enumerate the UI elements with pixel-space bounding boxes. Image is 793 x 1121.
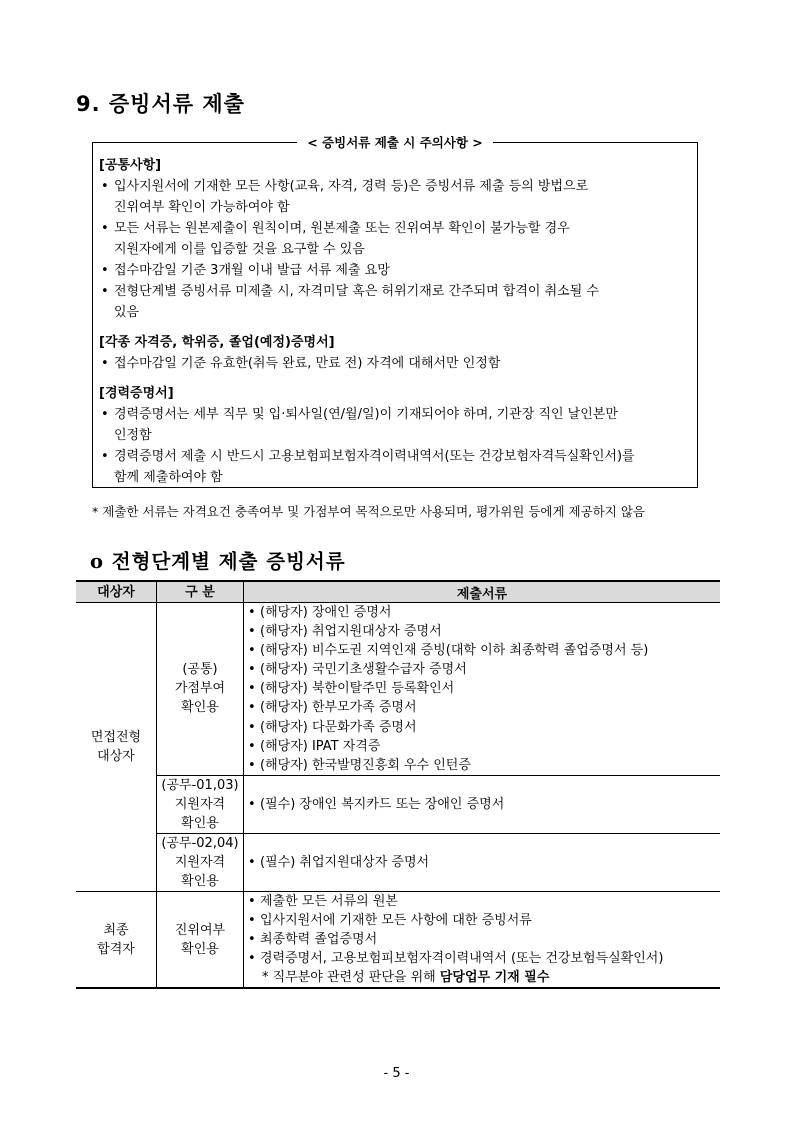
table-row <box>76 775 720 833</box>
document-item: • 경력증명서, 고용보험피보험자격이력내역서 (또는 건강보험득실확인서) <box>247 949 720 968</box>
section-title: 9. 증빙서류 제출 <box>76 92 245 116</box>
document-item: • (해당자) 북한이탈주민 등록확인서 <box>247 679 720 698</box>
table-header-row <box>76 581 720 603</box>
documents-cell <box>244 891 721 988</box>
notice-item: • 접수마감일 기준 3개월 이내 발급 서류 제출 요망 <box>99 260 691 281</box>
document-item: • 제출한 모든 서류의 원본 <box>247 892 720 911</box>
documents-cell <box>244 775 721 833</box>
notice-box <box>92 135 698 488</box>
notice-title: < 증빙서류 제출 시 주의사항 > <box>93 134 697 151</box>
footnote: * 제출한 서류는 자격요건 충족여부 및 가점부여 목적으로만 사용되며, 평가위원 등에게 제공하지 않음 <box>92 504 645 519</box>
notice-group-heading: [각종 자격증, 학위증, 졸업(예정)증명서] <box>99 335 335 350</box>
document-note-emphasis: 담당업무 기재 필수 <box>439 970 550 986</box>
table-row <box>76 833 720 891</box>
documents-cell <box>244 833 721 891</box>
notice-item: • 경력증명서 제출 시 반드시 고용보험피보험자격이력내역서(또는 건강보험자격득실확인서)를 함께 제출하여야 함 <box>99 446 691 488</box>
notice-group-heading: [공통사항] <box>99 158 162 173</box>
page-number: - 5 - <box>383 1066 410 1081</box>
document-item: • (해당자) 취업지원대상자 증명서 <box>247 622 720 641</box>
documents-table <box>76 580 720 989</box>
document-item: • (필수) 취업지원대상자 증명서 <box>247 853 720 872</box>
header-category: 구 분 <box>157 581 244 603</box>
header-documents: 제출서류 <box>244 581 721 603</box>
documents-cell <box>244 603 721 776</box>
document-item: • (해당자) 비수도권 지역인재 증빙(대학 이하 최종학력 졸업증명서 등) <box>247 641 720 660</box>
header-target: 대상자 <box>76 581 157 603</box>
notice-group-heading: [경력증명서] <box>99 386 174 401</box>
notice-item: • 입사지원서에 기재한 모든 사항(교육, 자격, 경력 등)은 증빙서류 제출 등의 방법으로 진위여부 확인이 가능하여야 함 <box>99 176 691 218</box>
document-item: • (해당자) 한부모가족 증명서 <box>247 698 720 717</box>
notice-item: • 모든 서류는 원본제출이 원칙이며, 원본제출 또는 진위여부 확인이 불가능할 경우 지원자에게 이를 입증할 것을 요구할 수 있음 <box>99 218 691 260</box>
document-item: • (해당자) 장애인 증명서 <box>247 603 720 622</box>
document-note: * 직무분야 관련성 판단을 위해 담당업무 기재 필수 <box>262 970 550 986</box>
notice-item: • 접수마감일 기준 유효한(취득 완료, 만료 전) 자격에 대해서만 인정함 <box>99 353 691 374</box>
notice-item: • 전형단계별 증빙서류 미제출 시, 자격미달 혹은 허위기재로 간주되며 합격이 취소될 수 있음 <box>99 281 691 323</box>
category-cell: (공무-01,03) 지원자격 확인용 <box>157 775 244 833</box>
table-row <box>76 603 720 776</box>
document-item: • 입사지원서에 기재한 모든 사항에 대한 증빙서류 <box>247 911 720 930</box>
target-cell: 면접전형 대상자 <box>76 603 157 892</box>
document-item: • (해당자) 다문화가족 증명서 <box>247 718 720 737</box>
notice-item: • 경력증명서는 세부 직무 및 입·퇴사일(연/월/일)이 기재되어야 하며, 기관장 직인 날인본만 인정함 <box>99 404 691 446</box>
document-item: • (해당자) 국민기초생활수급자 증명서 <box>247 660 720 679</box>
document-item: • (필수) 장애인 복지카드 또는 장애인 증명서 <box>247 795 720 814</box>
document-item: • 최종학력 졸업증명서 <box>247 930 720 949</box>
notice-body <box>99 153 691 488</box>
category-cell: 진위여부 확인용 <box>157 891 244 988</box>
category-cell: (공무-02,04) 지원자격 확인용 <box>157 833 244 891</box>
category-cell: (공통) 가점부여 확인용 <box>157 603 244 776</box>
table-row <box>76 891 720 988</box>
target-cell: 최종 합격자 <box>76 891 157 988</box>
subtitle: o 전형단계별 제출 증빙서류 <box>90 550 346 573</box>
document-item: • (해당자) IPAT 자격증 <box>247 737 720 756</box>
document-item: • (해당자) 한국발명진흥회 우수 인턴증 <box>247 756 720 775</box>
